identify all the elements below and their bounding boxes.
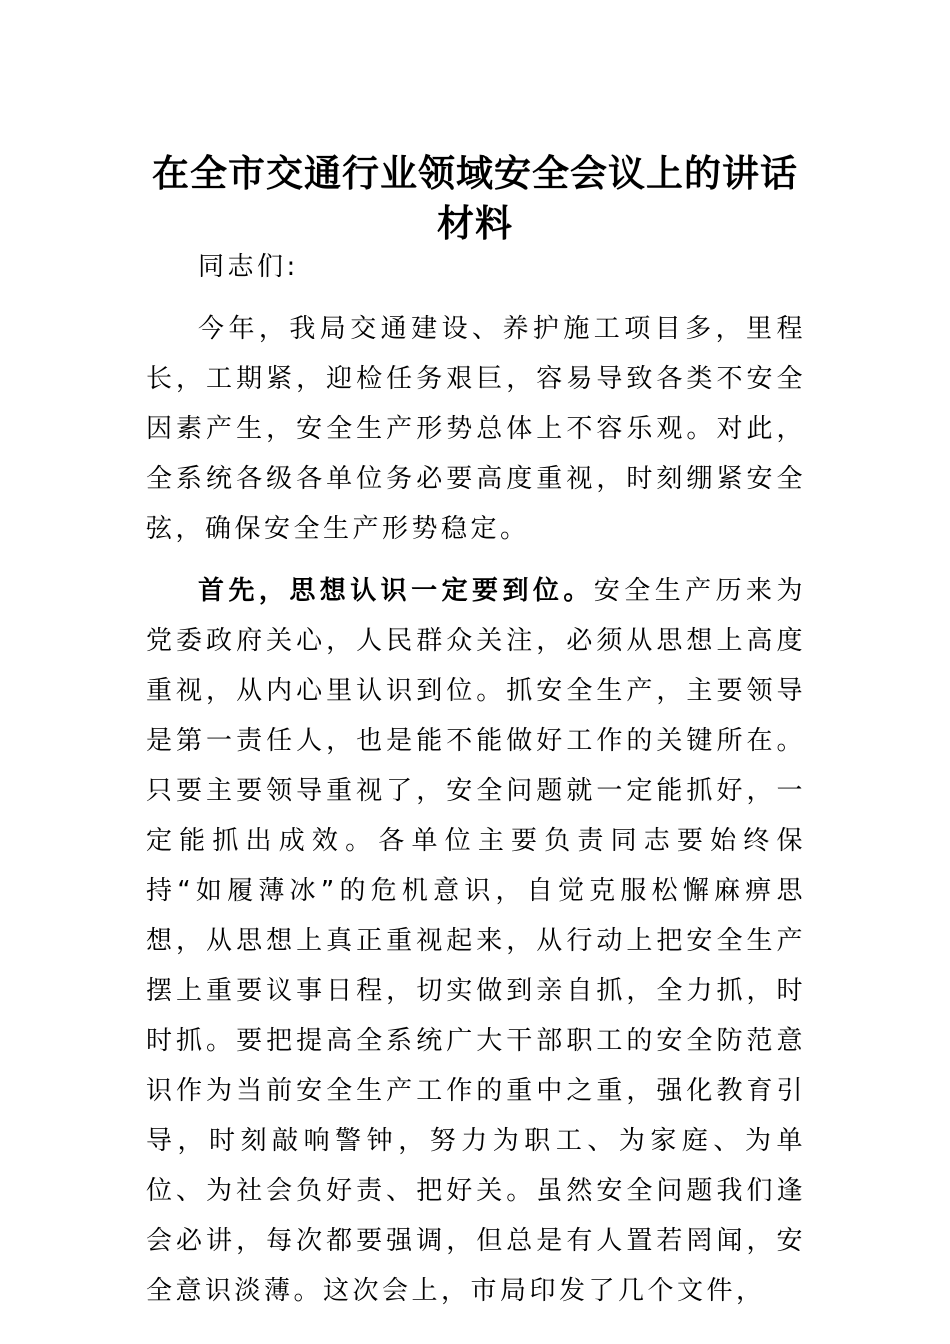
document-title: 在全市交通行业领域安全会议上的讲话材料 xyxy=(152,151,798,245)
paragraph-2-lead: 首先，思想认识一定要到位。 xyxy=(198,576,594,606)
document-body xyxy=(146,242,806,1316)
paragraph-1-text: 今年，我局交通建设、养护施工项目多，里程长，工期紧，迎检任务艰巨，容易导致各类不安全因素产生，安全生产形势总体上不容乐观。对此，全系统各级各单位务必要高度重视，时刻绷紧安全弦，确保安全生产形势稳定。 xyxy=(146,314,806,544)
salutation: 同志们: xyxy=(198,252,299,282)
paragraph-2 xyxy=(146,566,806,1316)
paragraph-1 xyxy=(146,304,806,554)
paragraph-2-text: 安全生产历来为党委政府关心，人民群众关注，必须从思想上高度重视，从内心里认识到位。抓安全生产，主要领导是第一责任人，也是能不能做好工作的关键所在。只要主要领导重视了，安全问题就一定能抓好，一定能抓出成效。各单位主要负责同志要始终保持“如履薄冰”的危机意识，自觉克服松懈麻痹思想，从思想上真正重视起来，从行动上把安全生产摆上重要议事日程，切实做到亲自抓，全力抓，时时抓。要把提高全系统广大干部职工的安全防范意识作为当前安全生产工作的重中之重，强化教育引导，时刻敲响警钟，努力为职工、为家庭、为单位、为社会负好责、把好关。虽然安全问题我们逢会必讲，每次都要强调，但总是有人置若罔闻，安全意识淡薄。这次会上，市局印发了几个文件， xyxy=(146,576,806,1306)
